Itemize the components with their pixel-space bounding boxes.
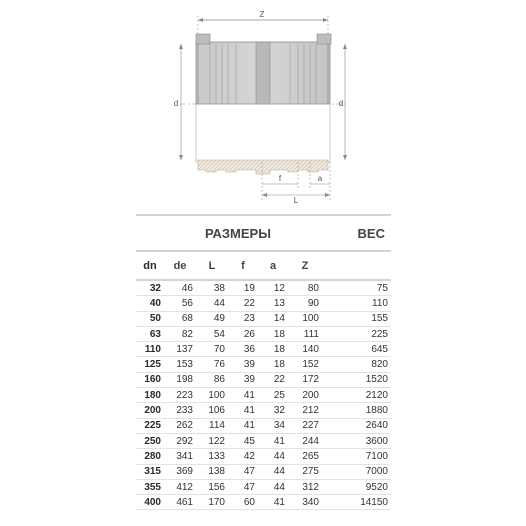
dimension-a-label: a: [317, 174, 323, 183]
row-dn-cell: 355: [144, 481, 161, 493]
table-cell: 106: [208, 405, 225, 417]
table-cell: 265: [302, 450, 319, 462]
table-cell: 41: [243, 405, 255, 417]
dimension-z-label: Z: [259, 10, 265, 19]
table-cell: 100: [208, 389, 225, 401]
table-cell: 140: [302, 343, 319, 355]
row-dn-cell: 315: [144, 466, 161, 478]
table-row: [136, 296, 391, 311]
table-cell: 110: [372, 297, 388, 309]
table-cell: 114: [209, 420, 225, 432]
table-row: [136, 419, 391, 434]
dimensions-title: РАЗМЕРЫ: [205, 225, 271, 241]
table-cell: 41: [243, 389, 255, 401]
table-header-row: [136, 250, 391, 281]
dimension-z: [198, 10, 328, 42]
row-dn-cell: 125: [144, 359, 161, 371]
table-cell: 18: [273, 359, 285, 371]
column-header: f: [241, 259, 245, 272]
table-cell: 41: [273, 496, 285, 508]
dimensions-table: [136, 214, 391, 510]
table-cell: 36: [243, 343, 255, 355]
dimension-d-right-label: d: [338, 99, 344, 108]
table-row: [136, 281, 391, 296]
row-dn-cell: 180: [144, 389, 161, 401]
table-cell: 14150: [360, 496, 388, 508]
table-cell: 153: [176, 359, 193, 371]
table-cell: 9520: [365, 481, 388, 493]
table-row: [136, 342, 391, 357]
table-cell: 44: [273, 481, 285, 493]
table-cell: 80: [307, 282, 319, 294]
row-dn-cell: 63: [149, 328, 161, 340]
section-hatch: [198, 160, 328, 174]
table-cell: 26: [243, 328, 255, 340]
table-cell: 111: [303, 328, 319, 340]
row-dn-cell: 50: [149, 313, 161, 325]
table-cell: 76: [213, 359, 225, 371]
table-cell: 38: [213, 282, 225, 294]
table-cell: 233: [176, 405, 193, 417]
table-cell: 86: [213, 374, 225, 386]
table-cell: 42: [243, 450, 255, 462]
table-row: [136, 480, 391, 495]
row-dn-cell: 32: [149, 282, 161, 294]
table-cell: 41: [273, 435, 285, 447]
table-title-row: [136, 214, 391, 250]
dimension-f-label: f: [278, 174, 282, 183]
table-row: [136, 388, 391, 403]
fitting-drawing: [0, 0, 526, 215]
table-cell: 369: [176, 466, 193, 478]
table-cell: 292: [176, 435, 193, 447]
table-cell: 18: [273, 343, 285, 355]
weight-title: ВЕС: [357, 225, 385, 241]
table-cell: 155: [371, 313, 388, 325]
table-cell: 225: [371, 328, 388, 340]
table-cell: 23: [243, 313, 255, 325]
table-cell: 22: [243, 297, 255, 309]
table-cell: 262: [176, 420, 193, 432]
column-header: dn: [143, 259, 157, 272]
table-cell: 227: [302, 420, 319, 432]
row-dn-cell: 225: [144, 420, 161, 432]
fitting-body-upper: [196, 34, 331, 104]
table-body: [136, 281, 391, 510]
table-cell: 12: [273, 282, 285, 294]
table-cell: 44: [273, 450, 285, 462]
table-cell: 340: [302, 496, 319, 508]
row-dn-cell: 200: [144, 405, 161, 417]
row-dn-cell: 280: [144, 450, 161, 462]
table-cell: 46: [181, 282, 193, 294]
table-cell: 170: [208, 496, 225, 508]
table-cell: 3600: [365, 435, 388, 447]
table-row: [136, 357, 391, 372]
table-cell: 138: [208, 466, 225, 478]
table-cell: 34: [273, 420, 285, 432]
table-cell: 41: [243, 420, 255, 432]
table-cell: 412: [176, 481, 193, 493]
table-cell: 25: [273, 389, 285, 401]
table-cell: 223: [176, 389, 193, 401]
table-cell: 156: [208, 481, 225, 493]
column-header: a: [269, 259, 277, 272]
row-dn-cell: 250: [144, 435, 161, 447]
table-row: [136, 312, 391, 327]
dimension-d-left: [174, 44, 183, 160]
table-cell: 39: [243, 374, 255, 386]
table-cell: 341: [176, 450, 193, 462]
table-cell: 14: [273, 313, 285, 325]
table-cell: 275: [302, 466, 319, 478]
table-cell: 13: [273, 297, 285, 309]
table-cell: 7100: [365, 450, 388, 462]
table-row: [136, 449, 391, 464]
table-cell: 133: [208, 450, 225, 462]
table-cell: 2640: [365, 420, 388, 432]
row-dn-cell: 40: [149, 297, 161, 309]
table-row: [136, 465, 391, 480]
table-cell: 70: [213, 343, 225, 355]
table-cell: 60: [243, 496, 255, 508]
table-row: [136, 434, 391, 449]
column-header: de: [173, 259, 187, 272]
table-cell: 39: [243, 359, 255, 371]
table-cell: 198: [176, 374, 193, 386]
table-cell: 820: [371, 359, 388, 371]
table-cell: 90: [307, 297, 319, 309]
table-cell: 45: [243, 435, 255, 447]
table-row: [136, 495, 391, 510]
table-cell: 1520: [365, 374, 388, 386]
table-cell: 32: [273, 405, 285, 417]
table-cell: 1880: [365, 405, 388, 417]
table-cell: 22: [273, 374, 285, 386]
table-cell: 172: [302, 374, 319, 386]
table-cell: 645: [371, 343, 388, 355]
table-cell: 212: [302, 405, 319, 417]
row-dn-cell: 160: [144, 374, 161, 386]
table-cell: 68: [181, 313, 193, 325]
table-cell: 137: [176, 343, 193, 355]
table-cell: 7000: [365, 466, 388, 478]
row-dn-cell: 400: [144, 496, 161, 508]
table-cell: 244: [302, 435, 319, 447]
table-row: [136, 327, 391, 342]
table-cell: 152: [302, 359, 319, 371]
column-header: L: [208, 259, 216, 272]
table-cell: 312: [302, 481, 319, 493]
table-cell: 54: [213, 328, 225, 340]
table-cell: 2120: [365, 389, 388, 401]
table-cell: 18: [273, 328, 285, 340]
table-cell: 44: [213, 297, 225, 309]
column-header: Z: [301, 259, 309, 272]
table-cell: 19: [243, 282, 255, 294]
dimension-d-left-label: d: [173, 99, 179, 108]
table-cell: 100: [302, 313, 319, 325]
table-row: [136, 373, 391, 388]
table-cell: 49: [213, 313, 225, 325]
table-cell: 56: [181, 297, 193, 309]
dimension-d-right: [339, 44, 347, 160]
table-cell: 75: [376, 282, 388, 294]
table-cell: 44: [273, 466, 285, 478]
table-cell: 47: [243, 481, 255, 493]
table-cell: 200: [302, 389, 319, 401]
table-cell: 122: [208, 435, 225, 447]
fitting-body-lower: [196, 104, 330, 162]
table-cell: 461: [176, 496, 193, 508]
row-dn-cell: 110: [144, 343, 161, 355]
table-cell: 82: [181, 328, 193, 340]
table-row: [136, 403, 391, 418]
table-cell: 47: [243, 466, 255, 478]
dimension-l-label: L: [293, 196, 299, 205]
